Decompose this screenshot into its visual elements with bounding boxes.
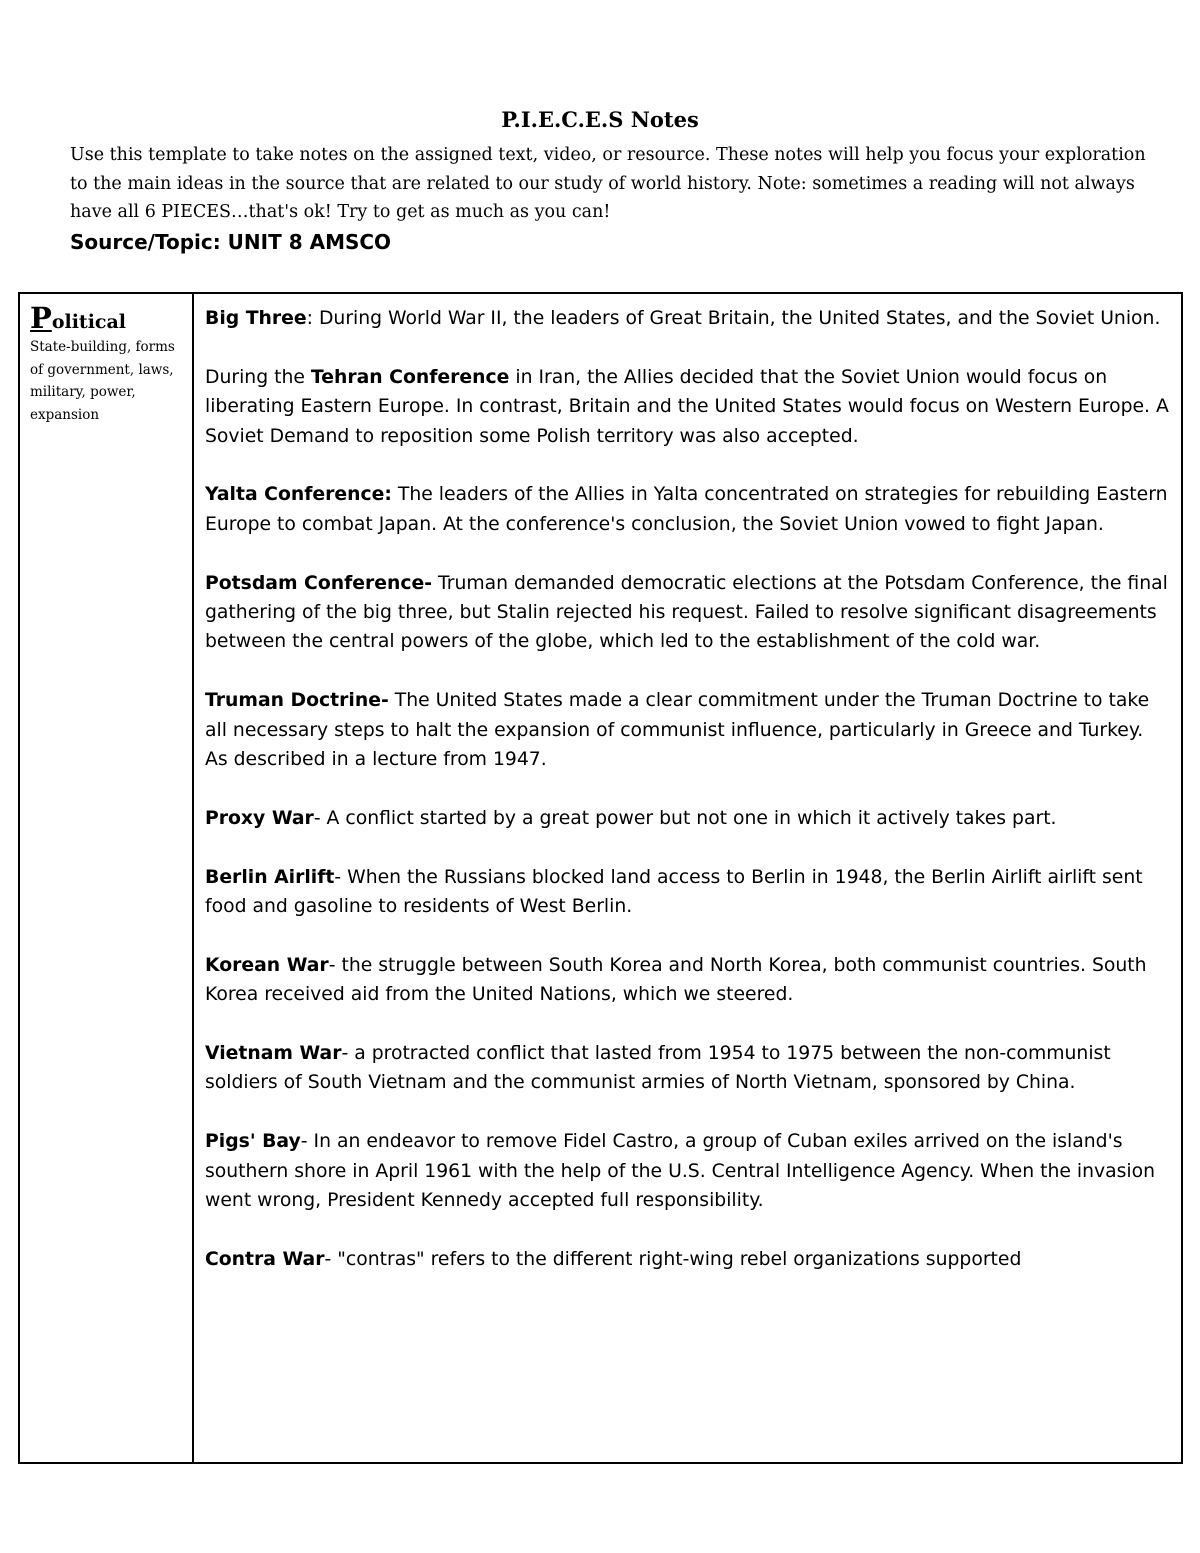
notes-table	[18, 292, 1183, 1464]
note-term: Big Three	[205, 308, 307, 329]
category-title	[30, 301, 192, 336]
source-topic-line: Source/Topic: UNIT 8 AMSCO	[70, 230, 392, 254]
category-description: State-building, forms of government, laws, military, power, expansion	[30, 339, 175, 423]
note-entry	[205, 686, 1171, 774]
category-cell	[20, 294, 194, 1462]
note-text: The leaders of the Allies in Yalta concentrated on strategies for rebuilding Eastern Europe to combat Japan. At the conference's conclusion, the Soviet Union vowed to fight Japan.	[205, 484, 1168, 535]
category-initial: P	[30, 301, 52, 335]
note-text: in Iran, the Allies decided that the Soviet Union would focus on liberating Eastern Europe. In contrast, Britain and the United States would focus on Western Europe. A Soviet Demand to reposition some Polish territory was also accepted.	[205, 366, 1169, 447]
note-text: - a protracted conflict that lasted from 1954 to 1975 between the non-communist soldiers of South Vietnam and the communist armies of North Vietnam, sponsored by China.	[205, 1043, 1111, 1094]
note-entry	[205, 480, 1171, 539]
note-text: - "contras" refers to the different right-wing rebel organizations supported	[324, 1248, 1022, 1270]
note-text: - When the Russians blocked land access to Berlin in 1948, the Berlin Airlift airlift sent food and gasoline to residents of West Berlin.	[205, 866, 1143, 918]
note-entry	[205, 363, 1171, 451]
category-title-rest: olitical	[51, 311, 127, 333]
note-entry	[205, 1245, 1171, 1274]
document-title: P.I.E.C.E.S Notes	[501, 107, 699, 132]
note-text: The United States made a clear commitment under the Truman Doctrine to take all necessary steps to halt the expansion of communist influence, particularly in Greece and Turkey. As described in a lecture from 1947.	[205, 690, 1150, 771]
note-text: : During World War II, the leaders of Great Britain, the United States, and the Soviet Union.	[306, 308, 1161, 329]
note-entry	[205, 1127, 1171, 1215]
note-term: Yalta Conference:	[205, 484, 392, 506]
note-term: Vietnam War	[205, 1043, 342, 1065]
note-term: Contra War	[205, 1248, 325, 1270]
note-text: - In an endeavor to remove Fidel Castro, a group of Cuban exiles arrived on the island's southern shore in April 1961 with the help of the U.S. Central Intelligence Agency. When the invasion went wrong, President Kennedy accepted full responsibility.	[205, 1131, 1156, 1212]
note-term: Berlin Airlift	[205, 866, 335, 888]
note-entry	[205, 304, 1171, 333]
note-text: Truman demanded democratic elections at the Potsdam Conference, the final gathering of the big three, but Stalin rejected his request. Failed to resolve significant disagreements between the central powers of the globe, which led to the establishment of the cold war.	[205, 572, 1168, 653]
note-entry	[205, 569, 1171, 657]
note-entry	[205, 804, 1171, 833]
note-term: Proxy War	[205, 807, 314, 829]
note-term: Tehran Conference	[310, 366, 510, 388]
note-text: - the struggle between South Korea and North Korea, both communist countries. South Korea received aid from the United Nations, which we steered.	[205, 954, 1147, 1006]
note-term: Pigs' Bay	[205, 1131, 301, 1153]
note-entry	[205, 1039, 1171, 1098]
note-term: Potsdam Conference-	[205, 572, 433, 594]
note-entry	[205, 863, 1171, 922]
notes-content-cell	[194, 294, 1181, 1462]
note-term: Truman Doctrine-	[205, 690, 389, 712]
note-term: Korean War	[205, 954, 329, 976]
note-entry	[205, 951, 1171, 1010]
note-prefix: During the	[205, 366, 311, 388]
instructions-paragraph: Use this template to take notes on the assigned text, video, or resource. These notes will help you focus your exploration to the main ideas in the source that are related to our study of world history. Note: sometimes a reading will not always have all 6 PIECES…that's ok! Try to get as much as you can!	[70, 145, 1146, 222]
note-text: - A conflict started by a great power but not one in which it actively takes part.	[313, 807, 1057, 829]
